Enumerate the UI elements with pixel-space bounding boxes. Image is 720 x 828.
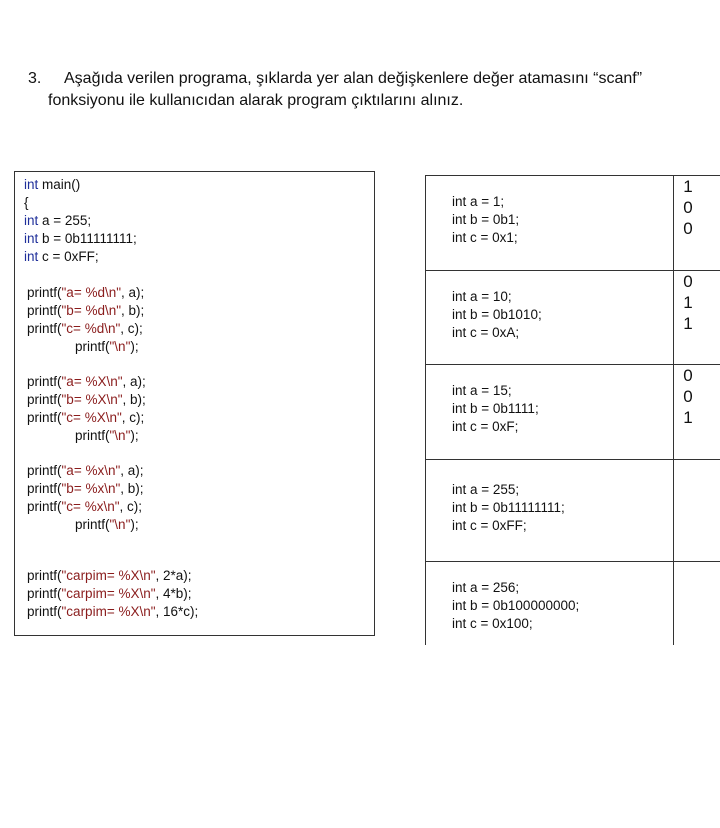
printf-format: "a= %d\n" <box>61 285 122 300</box>
option-line: int b = 0b11111111; <box>452 500 565 515</box>
option-code <box>452 481 565 535</box>
answer-cell <box>673 271 720 364</box>
answer-digit: 0 <box>683 219 693 238</box>
keyword-int: int <box>24 249 39 264</box>
option-row <box>425 364 720 459</box>
option-row <box>425 561 720 645</box>
keyword-int: int <box>24 213 39 228</box>
printf-line <box>27 320 143 338</box>
answer-digit: 0 <box>683 387 693 406</box>
printf-fn: printf( <box>27 463 62 478</box>
option-row <box>425 270 720 364</box>
printf-fn: printf( <box>75 339 110 354</box>
printf-format: "c= %d\n" <box>61 321 121 336</box>
printf-line <box>27 498 142 516</box>
answer-cell <box>673 365 720 459</box>
printf-args: , a); <box>121 285 145 300</box>
printf-format: "carpim= %X\n" <box>61 586 156 601</box>
answer-cell <box>673 460 720 561</box>
printf-args: , b); <box>120 481 144 496</box>
option-line: int c = 0x100; <box>452 616 533 631</box>
option-row <box>425 175 720 270</box>
printf-format: "c= %x\n" <box>61 499 120 514</box>
printf-format: "\n" <box>109 339 131 354</box>
printf-line <box>27 603 198 621</box>
printf-args: , 2*a); <box>155 568 192 583</box>
printf-line <box>27 302 144 320</box>
printf-fn: printf( <box>27 392 62 407</box>
printf-fn: printf( <box>75 428 110 443</box>
option-line: int a = 255; <box>452 482 520 497</box>
answer-digit: 0 <box>683 366 693 385</box>
answer-digit: 1 <box>683 314 693 333</box>
printf-format: "carpim= %X\n" <box>61 568 156 583</box>
printf-format: "\n" <box>109 428 131 443</box>
declaration-c <box>24 248 99 266</box>
printf-line <box>75 516 139 534</box>
printf-args: ); <box>130 428 139 443</box>
printf-line <box>75 427 139 445</box>
answer-digit: 0 <box>683 272 693 291</box>
printf-line <box>27 567 192 585</box>
question-number: 3. <box>28 70 42 87</box>
printf-fn: printf( <box>27 568 62 583</box>
answer-digit: 1 <box>683 293 693 312</box>
printf-fn: printf( <box>27 410 62 425</box>
declaration-text: a = 255; <box>38 213 92 228</box>
option-code <box>452 288 542 342</box>
option-line: int a = 10; <box>452 289 512 304</box>
printf-format: "b= %d\n" <box>61 303 122 318</box>
declaration-text: b = 0b11111111; <box>38 231 137 246</box>
printf-line <box>27 480 144 498</box>
question-text-line-2: fonksiyonu ile kullanıcıdan alarak program çıktılarını alınız. <box>48 92 464 109</box>
option-line: int c = 0x1; <box>452 230 518 245</box>
printf-args: ); <box>130 339 139 354</box>
printf-args: , c); <box>120 321 143 336</box>
printf-fn: printf( <box>27 586 62 601</box>
printf-args: , c); <box>119 499 142 514</box>
printf-args: , b); <box>121 303 145 318</box>
printf-format: "a= %X\n" <box>61 374 123 389</box>
printf-args: , b); <box>122 392 146 407</box>
option-line: int b = 0b1111; <box>452 401 539 416</box>
declaration-text: c = 0xFF; <box>38 249 99 264</box>
keyword-int: int <box>24 177 39 192</box>
answer-digit: 0 <box>683 198 693 217</box>
printf-line <box>27 284 144 302</box>
printf-format: "c= %X\n" <box>61 410 122 425</box>
open-brace: { <box>24 195 29 210</box>
printf-format: "\n" <box>109 517 131 532</box>
printf-args: , c); <box>121 410 145 425</box>
printf-line <box>27 409 144 427</box>
program-code-box <box>14 171 375 636</box>
printf-line <box>27 391 146 409</box>
option-line: int c = 0xA; <box>452 325 520 340</box>
option-code <box>452 579 579 633</box>
printf-args: , a); <box>122 374 146 389</box>
option-code <box>452 382 539 436</box>
question-text-line-1: Aşağıda verilen programa, şıklarda yer alan değişkenlere değer atamasını “scanf” <box>64 70 643 87</box>
option-line: int b = 0b1; <box>452 212 520 227</box>
printf-args: , a); <box>120 463 144 478</box>
printf-args: ); <box>130 517 139 532</box>
answer-digit: 1 <box>683 408 693 427</box>
option-code <box>452 193 519 247</box>
option-row <box>425 459 720 561</box>
option-line: int a = 15; <box>452 383 512 398</box>
printf-line <box>27 462 144 480</box>
printf-args: , 4*b); <box>155 586 192 601</box>
printf-fn: printf( <box>27 321 62 336</box>
option-line: int c = 0xFF; <box>452 518 527 533</box>
option-line: int b = 0b1010; <box>452 307 542 322</box>
main-text: main() <box>42 177 81 192</box>
declaration-a <box>24 212 91 230</box>
printf-args: , 16*c); <box>155 604 199 619</box>
options-table <box>425 175 720 645</box>
printf-fn: printf( <box>75 517 110 532</box>
answer-cell <box>673 176 720 270</box>
declaration-b <box>24 230 137 248</box>
main-signature <box>24 176 80 194</box>
answer-cell <box>673 562 720 645</box>
printf-line <box>75 338 139 356</box>
keyword-int: int <box>24 231 39 246</box>
printf-fn: printf( <box>27 499 62 514</box>
option-line: int a = 256; <box>452 580 520 595</box>
printf-format: "a= %x\n" <box>61 463 121 478</box>
answer-digit: 1 <box>683 177 693 196</box>
printf-fn: printf( <box>27 285 62 300</box>
printf-line <box>27 585 192 603</box>
option-line: int c = 0xF; <box>452 419 519 434</box>
printf-format: "carpim= %X\n" <box>61 604 156 619</box>
printf-fn: printf( <box>27 604 62 619</box>
printf-format: "b= %x\n" <box>61 481 121 496</box>
option-line: int b = 0b100000000; <box>452 598 580 613</box>
printf-format: "b= %X\n" <box>61 392 123 407</box>
printf-fn: printf( <box>27 374 62 389</box>
option-line: int a = 1; <box>452 194 505 209</box>
printf-fn: printf( <box>27 303 62 318</box>
printf-fn: printf( <box>27 481 62 496</box>
printf-line <box>27 373 146 391</box>
